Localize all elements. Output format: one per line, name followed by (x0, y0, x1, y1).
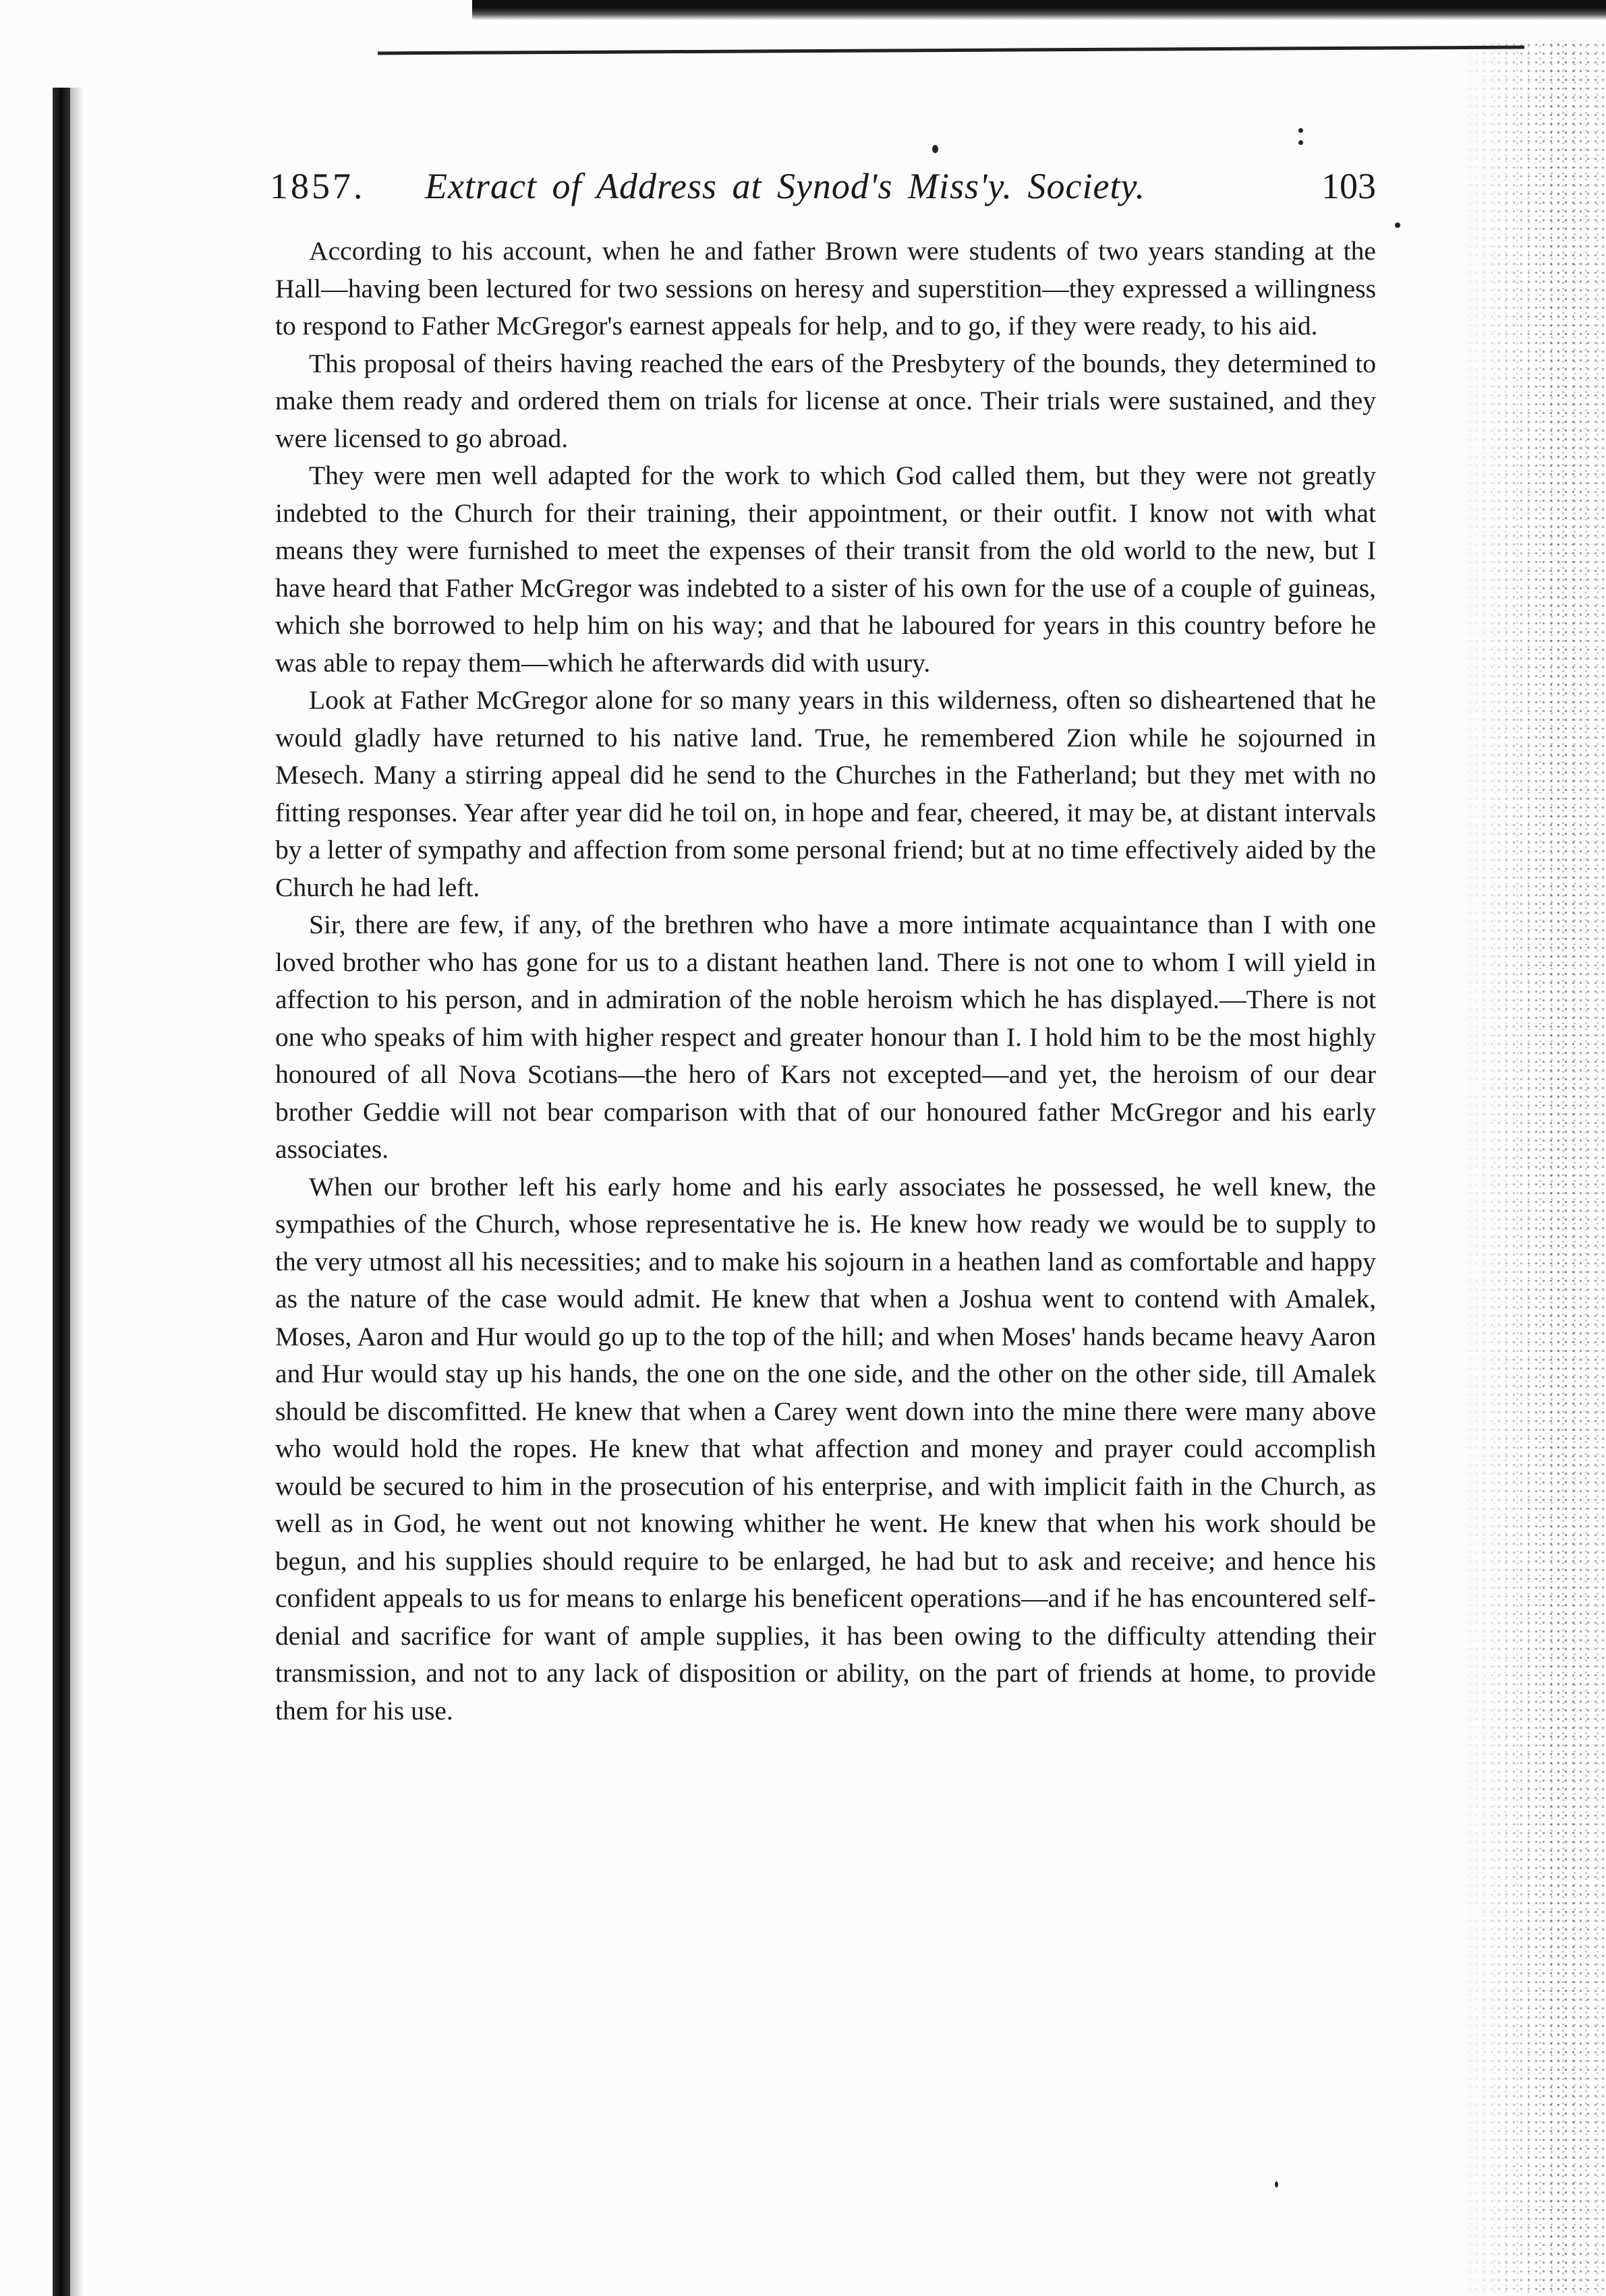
page-number: 103 (1321, 166, 1376, 206)
scan-speck (1275, 2181, 1278, 2187)
paragraph: This proposal of theirs having reached the ears of the Presbytery of the bounds, they determined to make them ready and ordered them on trials for license at once. Their trials were sustained, and they were licensed to go abroad. (275, 348, 1376, 453)
running-head-title: Extract of Address at Synod's Miss'y. Society. (425, 166, 1145, 206)
paragraph: They were men well adapted for the work to which God called them, but they were not greatly indebted to the Church for their training, their appointment, or their outfit. I know not with what means they were furnished to meet the expenses of their transit from the old world to the new, but I have heard that Father McGregor was indebted to a sister of his own for the use of a couple of guineas, which she borrowed to help him on his way; and that he laboured for years in this country before he was able to repay them—which he afterwards did with usury. (275, 461, 1376, 678)
paragraph: Look at Father McGregor alone for so many years in this wilderness, often so disheartened that he would gladly have returned to his native land. True, he remembered Zion while he sojourned in Mesech. Many a stirring appeal did he send to the Churches in the Fatherland; but they met with no fitting responses. Year after year did he toil on, in hope and fear, cheered, it may be, at distant intervals by a letter of sympathy and affection from some personal friend; but at no time effectively aided by the Church he had left. (275, 685, 1376, 902)
scan-left-shade (70, 88, 84, 2296)
paragraph: Sir, there are few, if any, of the brethren who have a more intimate acquaintance than I with one loved brother who has gone for us to a distant heathen land. There is not one to whom I will yield in affection to his person, and in admiration of the noble heroism which he has displayed.—There is not one who speaks of him with higher respect and greater honour than I. I hold him to be the most highly honoured of all Nova Scotians—the hero of Kars not excepted—and yet, the heroism of our dear brother Geddie will not bear comparison with that of our honoured father McGregor and his early associates. (275, 910, 1376, 1164)
running-head (270, 165, 1376, 216)
running-head-year: 1857. (270, 166, 366, 206)
scan-top-border (472, 0, 1606, 20)
scan-right-edge-noise (1451, 40, 1606, 2296)
scan-top-rule (378, 46, 1524, 55)
scan-left-binding-shadow (53, 88, 70, 2296)
paragraph: When our brother left his early home and his early associates he possessed, he well knew, the sympathies of the Church, whose representative he is. He knew how ready we would be to supply to the very utmost all his necessities; and to make his sojourn in a heathen land as comfortable and happy as the nature of the case would admit. He knew that when a Joshua went to contend with Amalek, Moses, Aaron and Hur would go up to the top of the hill; and when Moses' hands became heavy Aaron and Hur would stay up his hands, the one on the one side, and the other on the other side, till Amalek should be discomfitted. He knew that when a Carey went down into the mine there were many above who would hold the ropes. He knew that what affection and money and prayer could accomplish would be secured to him in the prosecution of his enterprise, and with implicit faith in the Church, as well as in God, he went out not knowing whither he went. He knew that when his work should be begun, and his supplies should require to be enlarged, he had but to ask and receive; and hence his confident appeals to us for means to enlarge his beneficent operations—and if he has encountered self-denial and sacrifice for want of ample supplies, it has been owing to the difficulty attending their transmission, and not to any lack of disposition or ability, on the part of friends at home, to provide them for his use. (275, 1171, 1376, 1726)
article-body (275, 233, 1376, 1730)
scan-speck (1298, 128, 1303, 133)
scan-speck (1395, 223, 1400, 228)
scan-speck (932, 145, 938, 153)
paragraph: According to his account, when he and father Brown were students of two years standing at the Hall—having been lectured for two sessions on heresy and superstition—they expressed a willingness to respond to Father McGregor's earnest appeals for help, and to go, if they were ready, to his aid. (275, 236, 1376, 341)
scan-speck (1298, 140, 1303, 145)
